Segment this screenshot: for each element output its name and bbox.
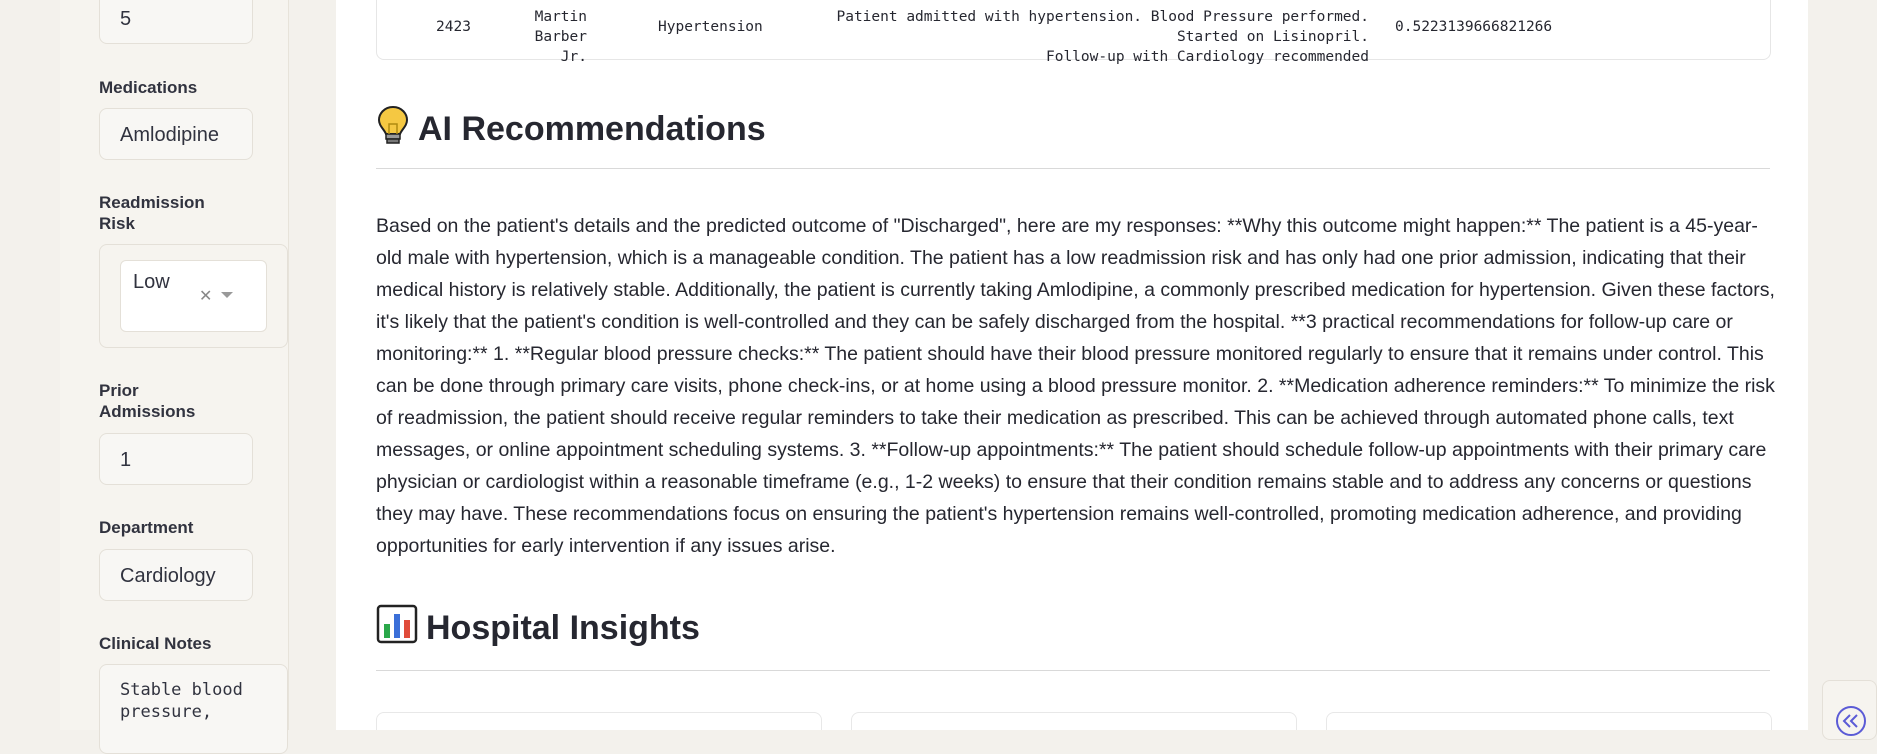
table-cell-id: 2423 bbox=[436, 19, 471, 35]
numeric-input[interactable]: 5 bbox=[99, 0, 253, 44]
table-cell-diagnosis: Hypertension bbox=[658, 19, 763, 35]
double-chevron-left-icon bbox=[1835, 705, 1867, 737]
prior-admissions-input[interactable]: 1 bbox=[99, 433, 253, 485]
department-label: Department bbox=[99, 518, 194, 537]
clinical-notes-label: Clinical Notes bbox=[99, 634, 212, 653]
hospital-insights-heading bbox=[376, 604, 700, 653]
insight-card bbox=[1326, 712, 1772, 730]
sidebar bbox=[60, 0, 289, 730]
patient-table bbox=[376, 0, 1771, 65]
medications-input[interactable]: Amlodipine bbox=[99, 108, 253, 160]
ai-recommendations-title: AI Recommendations bbox=[418, 110, 766, 148]
insight-card bbox=[376, 712, 822, 730]
insight-card bbox=[851, 712, 1297, 730]
readmission-risk-multiselect bbox=[99, 244, 288, 348]
medications-label: Medications bbox=[99, 78, 198, 97]
readmission-risk-select[interactable] bbox=[120, 260, 267, 332]
divider bbox=[376, 168, 1770, 169]
table-cell-notes-line2: Follow-up with Cardiology recommended bbox=[1045, 49, 1369, 65]
hospital-insights-title: Hospital Insights bbox=[426, 609, 700, 647]
clear-icon[interactable]: ✕ bbox=[199, 288, 213, 305]
ai-recommendations-heading bbox=[376, 104, 766, 155]
readmission-risk-value: Low bbox=[133, 271, 170, 293]
lightbulb-icon bbox=[376, 104, 410, 155]
department-input[interactable]: Cardiology bbox=[99, 549, 253, 601]
divider bbox=[376, 670, 1770, 671]
readmission-risk-label: Readmission Risk bbox=[99, 193, 205, 233]
table-cell-score: 0.5223139666821266 bbox=[1395, 19, 1553, 35]
chevron-down-icon[interactable] bbox=[221, 292, 233, 298]
table-cell-notes-line1: Patient admitted with hypertension. Blood Pressure performed. Started on Lisinopril. bbox=[836, 9, 1369, 45]
ai-recommendations-text: Based on the patient's details and the predicted outcome of "Discharged", here are my responses: **Why this outcome might happen:** The patient is a 45-year-old male with hypertension, which is a manageable condition. The patient has a low readmission risk and has only had one prior admission, indicating that their medical history is relatively stable. Additionally, the patient is currently taking Amlodipine, a commonly prescribed medication for hypertension. Given these factors, it's likely that the patient's condition is well-controlled and they can be safely discharged from the hospital. **3 practical recommendations for follow-up care or monitoring:** 1. **Regular blood pressure checks:** The patient should have their blood pressure monitored regularly to ensure that it remains under control. This can be done through primary care visits, phone check-ins, or at home using a blood pressure monitor. 2. **Medication adherence reminders:** To minimize the risk of readmission, the patient should receive regular reminders to take their medication as prescribed. This can be achieved through automated phone calls, text messages, or online appointment scheduling systems. 3. **Follow-up appointments:** The patient should schedule follow-up appointments with their primary care physician or cardiologist within a reasonable timeframe (e.g., 1-2 weeks) to ensure that their condition remains stable and to address any concerns or questions they may have. These recommendations focus on ensuring the patient's hypertension remains well-controlled, promoting medication adherence, and providing opportunities for early intervention if any issues arise. bbox=[376, 215, 1775, 557]
table-cell-notes bbox=[777, 7, 1369, 67]
table-cell-name-line2: Jr. bbox=[560, 49, 587, 65]
clinical-notes-textarea[interactable]: Stable blood pressure, bbox=[99, 664, 288, 754]
table-cell-name bbox=[489, 7, 587, 67]
main-content bbox=[336, 0, 1808, 730]
prior-admissions-label: Prior Admissions bbox=[99, 381, 196, 421]
bar-chart-icon bbox=[376, 604, 418, 653]
collapse-sidebar-button[interactable] bbox=[1822, 680, 1877, 740]
table-cell-name-line1: Martin Barber bbox=[534, 9, 587, 45]
